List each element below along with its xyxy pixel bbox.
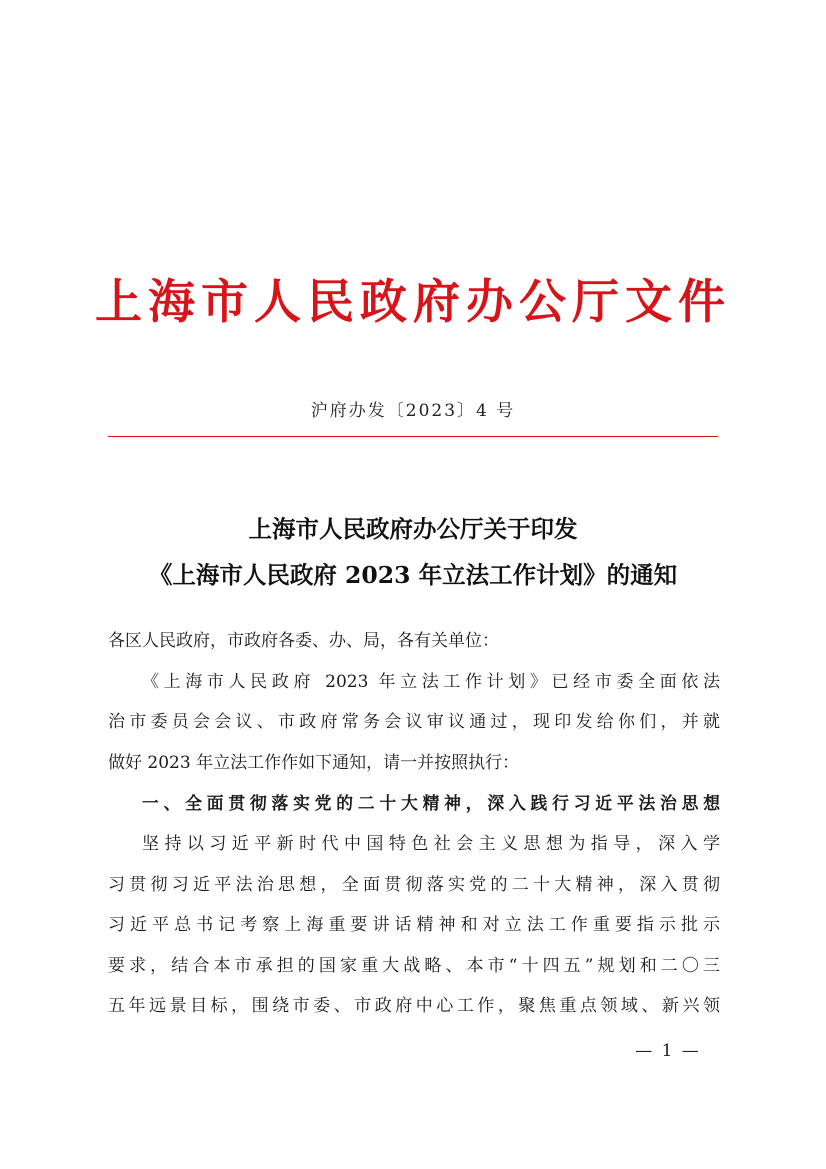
section-1-heading: 一、全面贯彻落实党的二十大精神，深入践行习近平法治思想 xyxy=(142,793,720,814)
salutation: 各区人民政府，市政府各委、办、局，各有关单位： xyxy=(108,631,499,651)
title-line-2: 《上海市人民政府 2023 年立法工作计划》的通知 xyxy=(148,561,678,589)
document-number: 沪府办发〔2023〕4 号 xyxy=(310,401,516,421)
paragraph-1-line: 治市委员会会议、市政府常务会议审议通过，现印发给你们，并就 xyxy=(108,712,720,733)
document-title xyxy=(0,506,826,598)
page-number: — 1 — xyxy=(635,1041,701,1061)
paragraph-1-line: 做好 2023 年立法工作作如下通知，请一并按照执行： xyxy=(108,752,520,773)
paragraph-2-line: 坚持以习近平新时代中国特色社会主义思想为指导，深入学 xyxy=(142,833,720,854)
paragraph-1-line: 《上海市人民政府 2023 年立法工作计划》已经市委全面依法 xyxy=(142,671,720,692)
paragraph-2-line: 习贯彻习近平法治思想，全面贯彻落实党的二十大精神，深入贯彻 xyxy=(108,874,720,895)
document-masthead: 上海市人民政府办公厅文件 xyxy=(95,275,731,330)
document-body xyxy=(108,621,720,1027)
paragraph-2-line: 习近平总书记考察上海重要讲话精神和对立法工作重要指示批示 xyxy=(108,915,720,936)
red-divider-line xyxy=(108,436,718,437)
paragraph-2-line: 五年远景目标，围绕市委、市政府中心工作，聚焦重点领域、新兴领 xyxy=(108,996,720,1017)
paragraph-2-line: 要求，结合本市承担的国家重大战略、本市“十四五”规划和二〇三 xyxy=(108,955,720,976)
title-line-1: 上海市人民政府办公厅关于印发 xyxy=(248,515,578,543)
